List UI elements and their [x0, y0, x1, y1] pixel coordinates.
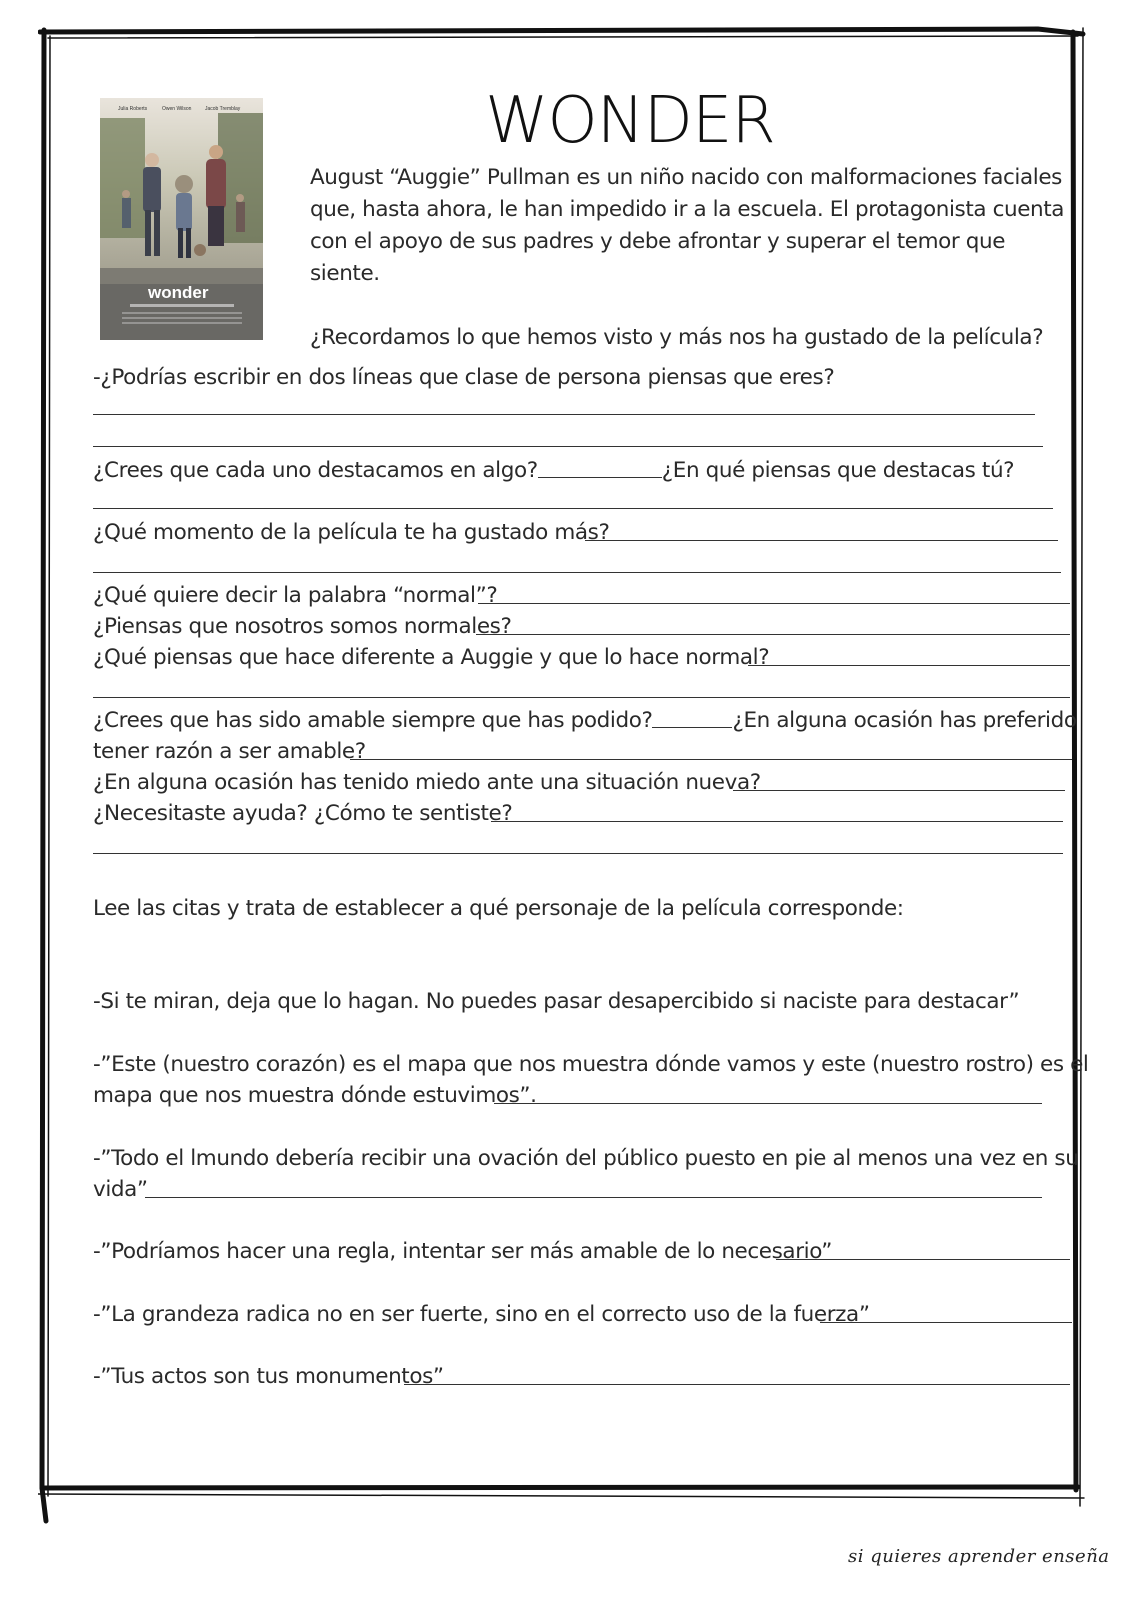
answer-blank-8[interactable]: [733, 790, 1065, 791]
question-2-a: ¿Crees que cada uno destacamos en algo?: [93, 458, 538, 483]
answer-line-2[interactable]: [93, 508, 1053, 509]
answer-blank-3[interactable]: [585, 540, 1058, 541]
answer-blank-4[interactable]: [478, 603, 1070, 604]
question-2: [93, 455, 1014, 487]
question-7: [93, 705, 1077, 737]
quote-5: -”La grandeza radica no en ser fuerte, sino en el correcto uso de la fuerza”: [93, 1302, 870, 1327]
quote-3-line-1: -”Todo el lmundo debería recibir una ovación del público puesto en pie al menos una vez en su: [93, 1146, 1079, 1171]
question-8: ¿En alguna ocasión has tenido miedo ante una situación nueva?: [93, 770, 761, 795]
answer-blank-quote-5[interactable]: [820, 1322, 1072, 1323]
intro-block: [310, 162, 1070, 354]
movie-poster: [100, 98, 263, 340]
quote-2-line-2: mapa que nos muestra dónde estuvimos”.: [93, 1083, 537, 1108]
answer-blank-7c[interactable]: [350, 759, 1072, 760]
poster-actor-2: Owen Wilson: [162, 106, 192, 112]
intro-summary: August “Auggie” Pullman es un niño nacido con malformaciones faciales que, hasta ahora, le han impedido ir a la escuela. El protagonista cuenta con el apoyo de sus padres y debe afrontar y superar el temor que siente.: [310, 165, 1065, 286]
answer-blank-2a[interactable]: [538, 455, 662, 478]
signature-text: si quieres aprender enseña: [848, 1546, 1110, 1567]
quotes-instructions: Lee las citas y trata de establecer a qué personaje de la película corresponde:: [93, 896, 904, 921]
question-4: ¿Qué quiere decir la palabra “normal”?: [93, 583, 498, 608]
intro-question: ¿Recordamos lo que hemos visto y más nos ha gustado de la película?: [310, 325, 1044, 350]
quote-6: -”Tus actos son tus monumentos”: [93, 1364, 444, 1389]
quote-4: -”Podríamos hacer una regla, intentar ser más amable de lo necesario”: [93, 1239, 832, 1264]
question-1: -¿Podrías escribir en dos líneas que clase de persona piensas que eres?: [93, 365, 835, 390]
answer-blank-9[interactable]: [491, 821, 1063, 822]
answer-blank-7a[interactable]: [652, 705, 732, 728]
answer-blank-quote-4[interactable]: [776, 1259, 1070, 1260]
poster-film-title: wonder: [148, 283, 209, 302]
quote-1: -Si te miran, deja que lo hagan. No puedes pasar desapercibido si naciste para destacar”: [93, 989, 1020, 1014]
answer-line-9[interactable]: [93, 853, 1063, 854]
quote-3-line-2: vida”: [93, 1177, 148, 1202]
question-5: ¿Piensas que nosotros somos normales?: [93, 614, 512, 639]
question-6: ¿Qué piensas que hace diferente a Auggie y que lo hace normal?: [93, 645, 770, 670]
question-2-b: ¿En qué piensas que destacas tú?: [661, 458, 1015, 483]
answer-line-6[interactable]: [93, 697, 1070, 698]
answer-line-3[interactable]: [93, 572, 1061, 573]
question-9: ¿Necesitaste ayuda? ¿Cómo te sentiste?: [93, 801, 513, 826]
answer-blank-5[interactable]: [476, 634, 1070, 635]
answer-blank-quote-2[interactable]: [494, 1103, 1042, 1104]
question-7-c: tener razón a ser amable?: [93, 739, 366, 764]
question-7-a: ¿Crees que has sido amable siempre que has podido?: [93, 708, 653, 733]
answer-blank-6[interactable]: [748, 665, 1070, 666]
answer-line-1a[interactable]: [93, 414, 1035, 415]
page-title: WONDER: [485, 84, 775, 158]
answer-blank-quote-6[interactable]: [404, 1384, 1070, 1385]
question-3: ¿Qué momento de la película te ha gustado más?: [93, 520, 610, 545]
question-7-b: ¿En alguna ocasión has preferido: [732, 708, 1077, 733]
answer-line-1b[interactable]: [93, 446, 1043, 447]
answer-blank-quote-3[interactable]: [145, 1197, 1042, 1198]
quote-2-line-1: -”Este (nuestro corazón) es el mapa que nos muestra dónde vamos y este (nuestro rostro) es el: [93, 1052, 1089, 1077]
poster-actor-3: Jacob Tremblay: [205, 106, 241, 112]
poster-actor-1: Julia Roberts: [118, 106, 148, 112]
